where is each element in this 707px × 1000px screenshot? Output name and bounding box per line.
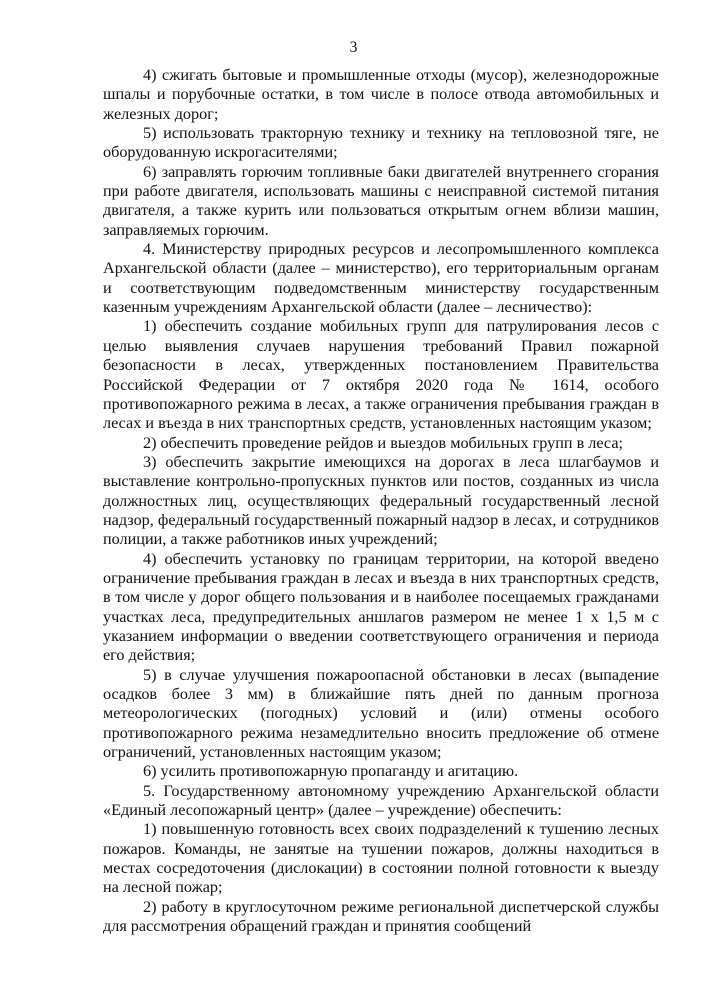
page-number: 3 [349, 39, 358, 56]
paragraph-item-2-dispatch: 2) работу в круглосуточном режиме региональной диспетчерской службы для рассмотрения обращений граждан и принятия сообщений [103, 897, 659, 936]
document-body [103, 66, 659, 936]
paragraph-item-1-mobile-groups: 1) обеспечить создание мобильных групп для патрулирования лесов с целью выявления случаев нарушения требований Правил пожарной безопасности в лесах, утвержденных постановлением Правительства Российской Федерации от 7 октября 2020 года № 1614, особого противопожарного режима в лесах, а также ограничения пребывания граждан в лесах и въезда в них транспортных средств, установленных настоящим указом; [103, 317, 659, 433]
paragraph-item-1-readiness: 1) повышенную готовность всех своих подразделений к тушению лесных пожаров. Команды, не занятые на тушении пожаров, должны находиться в местах сосредоточения (дислокации) в состоянии полной готовности к выезду на лесной пожар; [103, 820, 659, 897]
paragraph-section-4-ministry: 4. Министерству природных ресурсов и лесопромышленного комплекса Архангельской области (далее – министерство), его территориальным органам и соответствующим подведомственным министерству государственным казенным учреждениям Архангельской области (далее – лесничество): [103, 240, 659, 317]
paragraph-item-4-warning-signs: 4) обеспечить установку по границам территории, на которой введено ограничение пребывания граждан в лесах и въезда в них транспортных средств, в том числе у дорог общего пользования и в наиболее посещаемых гражданами участках леса, предупредительных аншлагов размером не менее 1 х 1,5 м с указанием информации о введении соответствующего ограничения и периода его действия; [103, 549, 659, 665]
paragraph-item-4-waste-burning: 4) сжигать бытовые и промышленные отходы (мусор), железнодорожные шпалы и порубочные остатки, в том числе в полосе отвода автомобильных и железных дорог; [103, 66, 659, 123]
paragraph-section-5-fire-center: 5. Государственному автономному учреждению Архангельской области «Единый лесопожарный центр» (далее – учреждение) обеспечить: [103, 781, 659, 820]
paragraph-item-3-barriers: 3) обеспечить закрытие имеющихся на дорогах в леса шлагбаумов и выставление контрольно-пропускных пунктов или постов, созданных из числа должностных лиц, осуществляющих федеральный государственный лесной надзор, федеральный государственный пожарный надзор в лесах, и сотрудников полиции, а также работников иных учреждений; [103, 452, 659, 549]
paragraph-item-5-restrictions-lifting: 5) в случае улучшения пожароопасной обстановки в лесах (выпадение осадков более 3 мм) в ближайшие пять дней по данным прогноза метеорологических (погодных) условий и (или) отмены особого противопожарного режима незамедлительно вносить предложение об отмене ограничений, установленных настоящим указом; [103, 665, 659, 762]
paragraph-item-6-propaganda: 6) усилить противопожарную пропаганду и агитацию. [143, 762, 519, 781]
paragraph-item-2-raids: 2) обеспечить проведение рейдов и выездов мобильных групп в леса; [143, 433, 623, 452]
paragraph-item-5-tractor-equipment: 5) использовать тракторную технику и технику на тепловозной тяге, не оборудованную искрогасителями; [103, 124, 659, 162]
paragraph-item-6-refueling: 6) заправлять горючим топливные баки двигателей внутреннего сгорания при работе двигателя, использовать машины с неисправной системой питания двигателя, а также курить или пользоваться открытым огнем вблизи машин, заправляемых горючим. [103, 162, 659, 239]
